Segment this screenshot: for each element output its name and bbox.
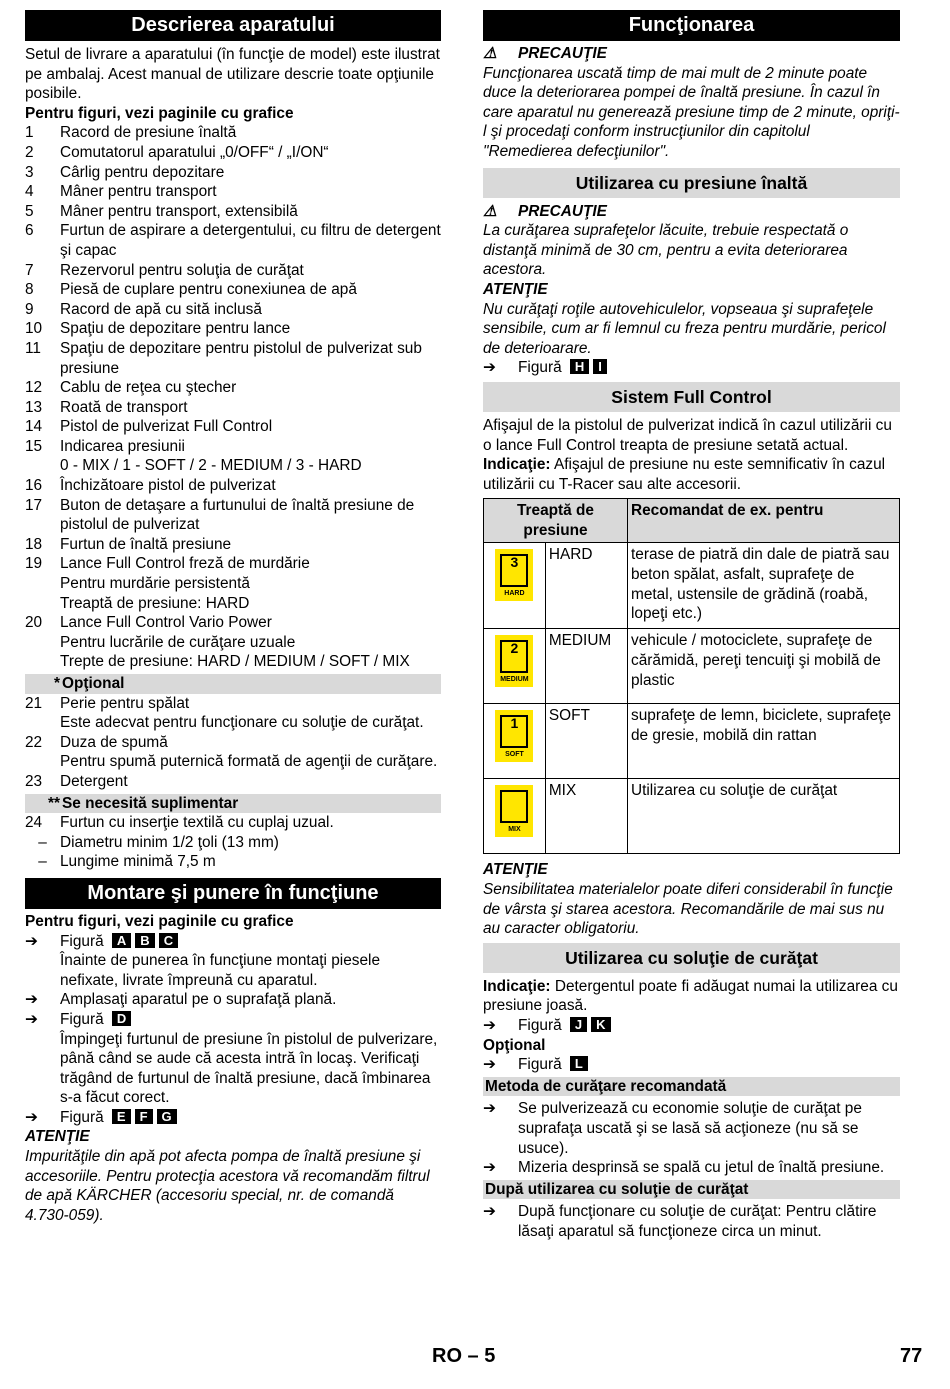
list-item xyxy=(25,221,441,260)
level-name: MIX xyxy=(545,779,627,854)
dash-item xyxy=(25,833,441,853)
item-text: Furtun de înaltă presiune xyxy=(60,535,232,553)
figure-box-k: K xyxy=(591,1017,610,1032)
list-item xyxy=(25,437,441,457)
item-number: 6 xyxy=(25,222,34,240)
table-row xyxy=(484,704,900,779)
figure-ref-jk xyxy=(483,1016,900,1036)
item-subtext: Treaptă de presiune: HARD xyxy=(60,594,250,612)
table-row xyxy=(484,629,900,704)
item-number: 15 xyxy=(25,437,43,455)
icon-frame xyxy=(500,790,528,823)
icon-label: MEDIUM xyxy=(500,676,529,684)
level-icon-cell xyxy=(484,704,546,779)
item-text: Perie pentru spălat xyxy=(60,694,190,712)
list-item xyxy=(25,694,441,714)
list-item xyxy=(25,319,441,339)
list-item xyxy=(25,535,441,555)
level-recommendation: Utilizarea cu soluţie de curăţat xyxy=(628,779,900,854)
section-title-description: Descrierea aparatului xyxy=(25,10,441,41)
car-icon xyxy=(495,635,533,687)
level-name: SOFT xyxy=(545,704,627,779)
optional-label: Opţional xyxy=(62,675,125,692)
item-number: 9 xyxy=(25,300,34,318)
list-item xyxy=(25,417,441,437)
level-number: 2 xyxy=(510,640,519,657)
level-icon-cell xyxy=(484,543,546,629)
footer-section: RO – 5 xyxy=(432,1345,496,1367)
list-item xyxy=(25,261,441,281)
icon-label: MIX xyxy=(508,826,521,834)
pressure-level-table xyxy=(483,498,900,854)
item-text: Închizătoare pistol de pulverizat xyxy=(60,477,276,495)
list-item xyxy=(25,554,441,574)
optional-bar xyxy=(25,674,441,694)
section-title-full-control: Sistem Full Control xyxy=(483,382,900,412)
list-item xyxy=(25,613,441,633)
arrow-icon: ➔ xyxy=(25,932,38,950)
bullet-text: Mizeria desprinsă se spală cu jetul de înaltă presiune. xyxy=(518,1159,885,1177)
arrow-icon: ➔ xyxy=(25,1108,38,1126)
item-subtext: Pentru lucrările de curăţare uzuale xyxy=(60,633,296,651)
level-name: HARD xyxy=(545,543,627,629)
bullet-text: Se pulverizează cu economie soluţie de curăţat pe suprafaţa uscată şi se lasă să acţioneze (nu să se usuce). xyxy=(518,1100,862,1157)
table-row xyxy=(484,543,900,629)
arrow-icon: ➔ xyxy=(483,1056,496,1074)
left-column xyxy=(25,10,441,1225)
level-icon-cell xyxy=(484,779,546,854)
bullet-item xyxy=(483,1158,900,1178)
arrow-icon: ➔ xyxy=(483,1100,496,1118)
full-control-note xyxy=(483,455,900,494)
detergent-note xyxy=(483,977,900,1016)
item-subtext: Este adecvat pentru funcţionare cu soluţie de curăţat. xyxy=(60,714,424,732)
figure-box-a: A xyxy=(112,933,131,948)
item-text: Mâner pentru transport xyxy=(60,183,217,201)
item-number: 3 xyxy=(25,163,34,181)
figure-box-c: C xyxy=(159,933,178,948)
level-recommendation: vehicule / motociclete, suprafeţe de cărămidă, pereţi tencuiţi şi mobilă de plastic xyxy=(628,629,900,704)
figure-box-l: L xyxy=(570,1056,588,1071)
figure-word: Figură xyxy=(60,1010,104,1028)
right-column xyxy=(483,10,900,1242)
table-row xyxy=(484,779,900,854)
level-number: 1 xyxy=(510,715,519,732)
item-number: 11 xyxy=(25,339,41,357)
figure-word: Figură xyxy=(60,932,104,950)
item-text: Buton de detaşare a furtunului de înaltă presiune de pistolul de pulverizat xyxy=(60,496,415,534)
optional-star: * xyxy=(54,675,60,692)
warning-triangle-icon: ⚠ xyxy=(483,45,497,62)
note-label: Indicaţie: xyxy=(483,977,551,995)
attention-text: Sensibilitatea materialelor poate diferi considerabil în funcţie de vârsta şi starea acestora. Recomandările de mai sus nu au caracter obligatoriu. xyxy=(483,881,893,938)
note-text: Detergentul poate fi adăugat numai la utilizarea cu presiune joasă. xyxy=(483,977,898,1015)
caution-heading xyxy=(483,202,900,222)
arrow-icon: ➔ xyxy=(25,1010,38,1028)
item-text: Rezervorul pentru soluţia de curăţat xyxy=(60,261,304,279)
caution-heading xyxy=(483,44,900,64)
arrow-icon: ➔ xyxy=(483,359,496,377)
list-item xyxy=(25,123,441,143)
item-text: Lance Full Control Vario Power xyxy=(60,614,272,632)
arrow-icon: ➔ xyxy=(483,1159,496,1177)
item-text: Spaţiu de depozitare pentru pistolul de pulverizat sub presiune xyxy=(60,339,422,377)
item-text: Racord de presiune înaltă xyxy=(60,124,237,142)
level-icon-cell xyxy=(484,629,546,704)
item-subtext: Pentru spumă puternică formată de agenţii de curăţare. xyxy=(60,753,438,771)
detergent-icon xyxy=(495,785,533,837)
caution-text: Funcţionarea uscată timp de mai mult de 2 minute poate duce la deteriorarea pompei de înaltă presiune. În cazul în care aparatul nu generează presiune timp de 2 minute, opriţi-l şi procedaţi conform instrucţiunilor din capitolul "Remedierea defecţiunilor". xyxy=(483,64,900,160)
item-number: 19 xyxy=(25,555,43,573)
list-item xyxy=(25,300,441,320)
dash-item xyxy=(25,852,441,872)
list-item xyxy=(25,163,441,183)
section-title-assembly: Montare şi punere în funcţiune xyxy=(25,878,441,909)
item-text: Indicarea presiunii xyxy=(60,437,185,455)
subsection-recommended-method: Metoda de curăţare recomandată xyxy=(483,1077,900,1097)
warning-triangle-icon: ⚠ xyxy=(483,202,497,220)
item-number: 16 xyxy=(25,477,43,495)
item-text: Cablu de reţea cu ştecher xyxy=(60,379,237,397)
figure-box-j: J xyxy=(570,1017,587,1032)
subsection-after-detergent: După utilizarea cu soluţie de curăţat xyxy=(483,1180,900,1200)
item-number: 22 xyxy=(25,733,43,751)
item-number: 7 xyxy=(25,261,34,279)
list-item xyxy=(25,378,441,398)
required-bar xyxy=(25,794,441,814)
figure-box-e: E xyxy=(112,1109,131,1124)
figure-box-g: G xyxy=(157,1109,177,1124)
arrow-icon: ➔ xyxy=(25,991,38,1009)
item-number: 17 xyxy=(25,496,43,514)
list-item xyxy=(25,339,441,378)
icon-label: SOFT xyxy=(505,751,524,759)
item-number: 13 xyxy=(25,398,43,416)
caution-text: La curăţarea suprafeţelor lăcuite, trebuie respectată o distanţă minimă de 30 cm, pentru a evita deteriorarea acestora. xyxy=(483,222,849,279)
item-number: 4 xyxy=(25,183,34,201)
list-item xyxy=(25,202,441,222)
step-text: Împingeţi furtunul de presiune în pistolul de pulverizare, până când se aude că acesta intră în locaş. Verificaţi trăgând de furtunul de înaltă presiune, dacă îmbinarea s-a făcut corect. xyxy=(60,1030,438,1107)
level-recommendation: terase de piatră din dale de piatră sau beton spălat, asfalt, suprafeţe de metal, ustensile de grădină (roabă, lopeţi etc.) xyxy=(628,543,900,629)
item-text: Roată de transport xyxy=(60,398,188,416)
list-item xyxy=(25,813,441,833)
item-subtext: 0 - MIX / 1 - SOFT / 2 - MEDIUM / 3 - HARD xyxy=(60,457,362,475)
figure-word: Figură xyxy=(518,359,562,377)
item-number: 21 xyxy=(25,694,43,712)
list-item xyxy=(25,280,441,300)
figures-note: Pentru figuri, vezi paginile cu grafice xyxy=(25,104,294,122)
figure-box-b: B xyxy=(135,933,154,948)
figure-ref-efg xyxy=(25,1108,441,1128)
item-text: Spaţiu de depozitare pentru lance xyxy=(60,320,291,338)
item-number: 12 xyxy=(25,379,43,397)
dash-text: Diametru minim 1/2 ţoli (13 mm) xyxy=(60,833,279,851)
note-text: Afişajul de presiune nu este semnificativ în cazul utilizării cu T-Racer sau alte accesorii. xyxy=(483,456,886,493)
item-text: Furtun de aspirare a detergentului, cu filtru de detergent şi capac xyxy=(60,222,441,259)
level-name: MEDIUM xyxy=(545,629,627,704)
figure-box-f: F xyxy=(135,1109,153,1124)
attention-text: Nu curăţaţi roţile autovehiculelor, vopseaua şi suprafeţele sensibile, cum ar fi lemnul cu freza pentru murdărie, pericol de deterioarare. xyxy=(483,300,886,357)
attention-heading: ATENŢIE xyxy=(483,861,548,879)
list-item xyxy=(25,496,441,535)
table-header-recommended: Recomandat de ex. pentru xyxy=(628,499,900,543)
figure-word: Figură xyxy=(518,1056,562,1074)
item-text: Duza de spumă xyxy=(60,733,168,751)
figure-box-i: I xyxy=(593,359,607,374)
item-text: Racord de apă cu sită inclusă xyxy=(60,300,262,318)
figure-ref-abc xyxy=(25,932,441,952)
list-item xyxy=(25,398,441,418)
item-text: Cârlig pentru depozitare xyxy=(60,163,225,181)
item-number: 14 xyxy=(25,418,43,436)
brick-wall-icon xyxy=(495,549,533,601)
attention-text: Impurităţile din apă pot afecta pompa de înaltă presiune şi accesoriile. Pentru protecţia acestora vă recomandăm filtrul de apă KÄRCHER (accesoriu special, nr. de comandă 4.730-059). xyxy=(25,1148,430,1224)
attention-heading: ATENŢIE xyxy=(483,280,548,298)
item-subtext: Pentru murdărie persistentă xyxy=(60,575,250,593)
figures-note-2: Pentru figuri, vezi paginile cu grafice xyxy=(25,912,294,930)
optional-label: Opţional xyxy=(483,1036,546,1054)
caution-label: PRECAUŢIE xyxy=(518,202,607,220)
figure-ref-hi xyxy=(483,358,900,378)
item-number: 8 xyxy=(25,281,34,299)
caution-label: PRECAUŢIE xyxy=(518,45,607,62)
arrow-icon: ➔ xyxy=(483,1203,496,1221)
item-text: Lance Full Control freză de murdărie xyxy=(60,555,310,573)
figure-box-d: D xyxy=(112,1011,131,1026)
table-header-level: Treaptă de presiune xyxy=(484,499,628,543)
arrow-icon: ➔ xyxy=(483,1017,496,1035)
list-item xyxy=(25,733,441,753)
wood-icon xyxy=(495,710,533,762)
component-list xyxy=(25,123,441,672)
item-text: Furtun cu inserţie textilă cu cuplaj uzual. xyxy=(60,814,334,832)
bullet-item xyxy=(483,1099,900,1158)
list-item xyxy=(25,476,441,496)
optional-list xyxy=(25,694,441,792)
figure-word: Figură xyxy=(518,1017,562,1035)
dash-bullet: – xyxy=(38,833,47,851)
item-number: 18 xyxy=(25,535,43,553)
figure-word: Figură xyxy=(60,1108,104,1126)
item-text: Detergent xyxy=(60,772,128,790)
item-text: Piesă de cuplare pentru conexiunea de apă xyxy=(60,281,357,299)
list-item xyxy=(25,143,441,163)
item-number: 20 xyxy=(25,614,43,632)
intro-text: Setul de livrare a aparatului (în funcţie de model) este ilustrat pe ambalaj. Acest manual de utilizare descrie toate opţiunile posibile. xyxy=(25,46,440,103)
step-text: Înainte de punerea în funcţiune montaţi piesele nefixate, livrate împreună cu aparatul. xyxy=(60,952,381,989)
item-number: 10 xyxy=(25,320,43,338)
list-item xyxy=(25,772,441,792)
note-label: Indicaţie: xyxy=(483,456,551,474)
level-recommendation: suprafeţe de lemn, biciclete, suprafeţe de gresie, mobilă din rattan xyxy=(628,704,900,779)
item-number: 2 xyxy=(25,143,34,161)
item-number: 5 xyxy=(25,202,34,220)
item-number: 1 xyxy=(25,124,34,142)
item-number: 23 xyxy=(25,772,43,790)
level-number: 3 xyxy=(510,554,519,571)
item-subtext: Trepte de presiune: HARD / MEDIUM / SOFT / MIX xyxy=(60,653,410,671)
required-star: ** xyxy=(48,794,60,812)
required-label: Se necesită suplimentar xyxy=(62,794,239,812)
figure-ref-l xyxy=(483,1055,900,1075)
step-text: Amplasaţi aparatul pe o suprafaţă plană. xyxy=(60,991,337,1009)
item-number: 24 xyxy=(25,814,43,832)
item-text: Comutatorul aparatului „0/OFF“ / „I/ON“ xyxy=(60,143,329,161)
figure-box-h: H xyxy=(570,359,589,374)
icon-label: HARD xyxy=(504,590,525,598)
figure-ref-d xyxy=(25,1010,441,1030)
dash-text: Lungime minimă 7,5 m xyxy=(60,853,216,871)
attention-heading: ATENŢIE xyxy=(25,1128,90,1146)
dash-bullet: – xyxy=(38,853,47,871)
full-control-text: Afişajul de la pistolul de pulverizat indică în cazul utilizării cu o lance Full Control treapta de presiune setată actual. xyxy=(483,416,892,454)
step-item xyxy=(25,990,441,1010)
list-item xyxy=(25,182,441,202)
bullet-text: După funcţionare cu soluţie de curăţat: Pentru clătire lăsaţi aparatul să funcţioneze circa un minut. xyxy=(518,1203,877,1240)
item-text: Mâner pentru transport, extensibilă xyxy=(60,202,298,220)
section-title-detergent-use: Utilizarea cu soluţie de curăţat xyxy=(483,943,900,973)
footer-page-number: 77 xyxy=(900,1345,923,1367)
section-title-high-pressure: Utilizarea cu presiune înaltă xyxy=(483,168,900,198)
item-text: Pistol de pulverizat Full Control xyxy=(60,418,273,436)
section-title-operation: Funcţionarea xyxy=(483,10,900,41)
bullet-item xyxy=(483,1202,900,1241)
